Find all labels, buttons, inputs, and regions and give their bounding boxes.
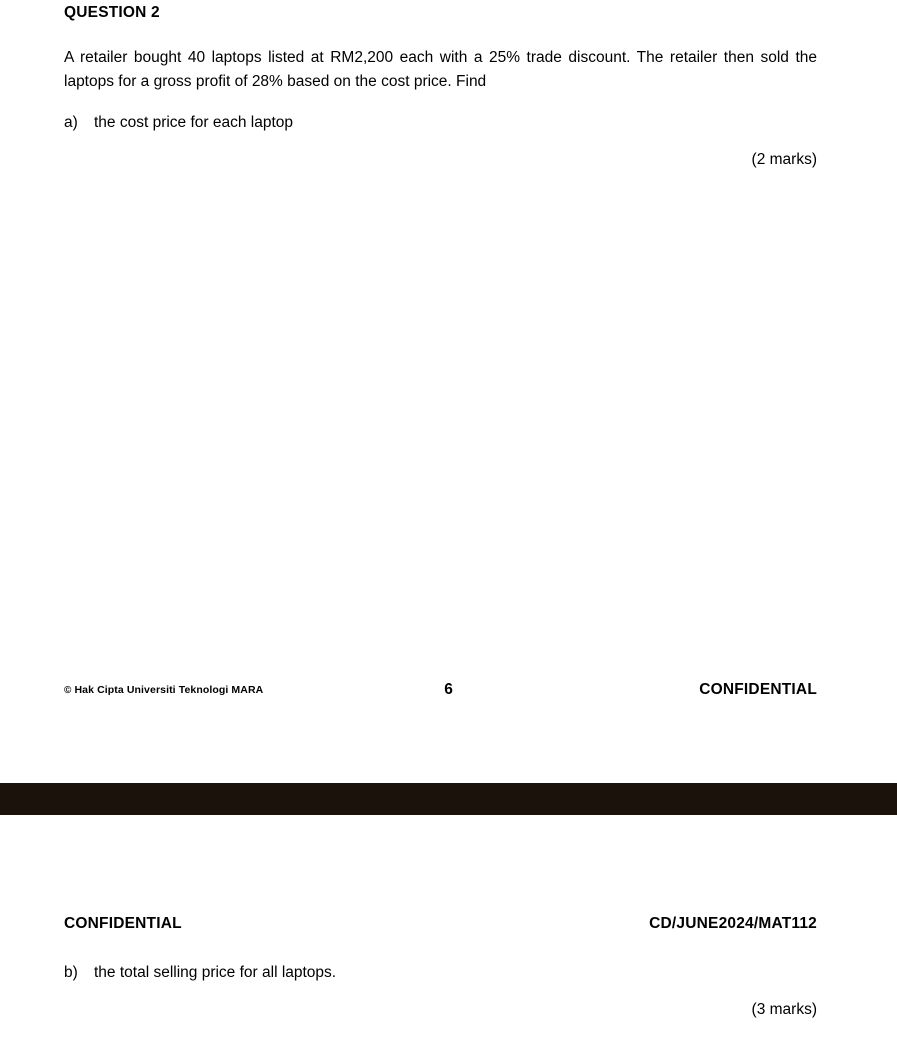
copyright-icon: ©	[64, 685, 72, 696]
question-part-a-text: the cost price for each laptop	[94, 114, 294, 131]
question-part-a	[64, 94, 817, 135]
question-part-a-label: a)	[64, 114, 78, 131]
page-section-second	[0, 815, 897, 1062]
question-statement: A retailer bought 40 laptops listed at RM2,200 each with a 25% trade discount. The retailer then sold the laptops for a gross profit of 28% based on the cost price. Find	[64, 49, 817, 90]
header-confidential-label: CONFIDENTIAL	[64, 915, 182, 932]
page-title: QUESTION 2	[64, 4, 160, 21]
header-exam-code: CD/JUNE2024/MAT112	[649, 915, 817, 932]
copyright-text: Hak Cipta Universiti Teknologi MARA	[74, 684, 264, 696]
question-part-b-label: b)	[64, 964, 78, 981]
question-block-continued	[64, 961, 817, 1019]
footer-confidential-label: CONFIDENTIAL	[699, 681, 817, 698]
question-part-a-marks: (2 marks)	[751, 151, 817, 168]
question-part-b	[64, 961, 817, 985]
page-break-divider	[0, 783, 897, 815]
question-part-b-text: the total selling price for all laptops.	[94, 964, 337, 981]
question-part-b-marks: (3 marks)	[751, 1001, 817, 1018]
page-number: 6	[444, 681, 453, 698]
question-block	[64, 0, 817, 169]
page-header	[0, 915, 897, 937]
page-footer	[0, 681, 897, 711]
